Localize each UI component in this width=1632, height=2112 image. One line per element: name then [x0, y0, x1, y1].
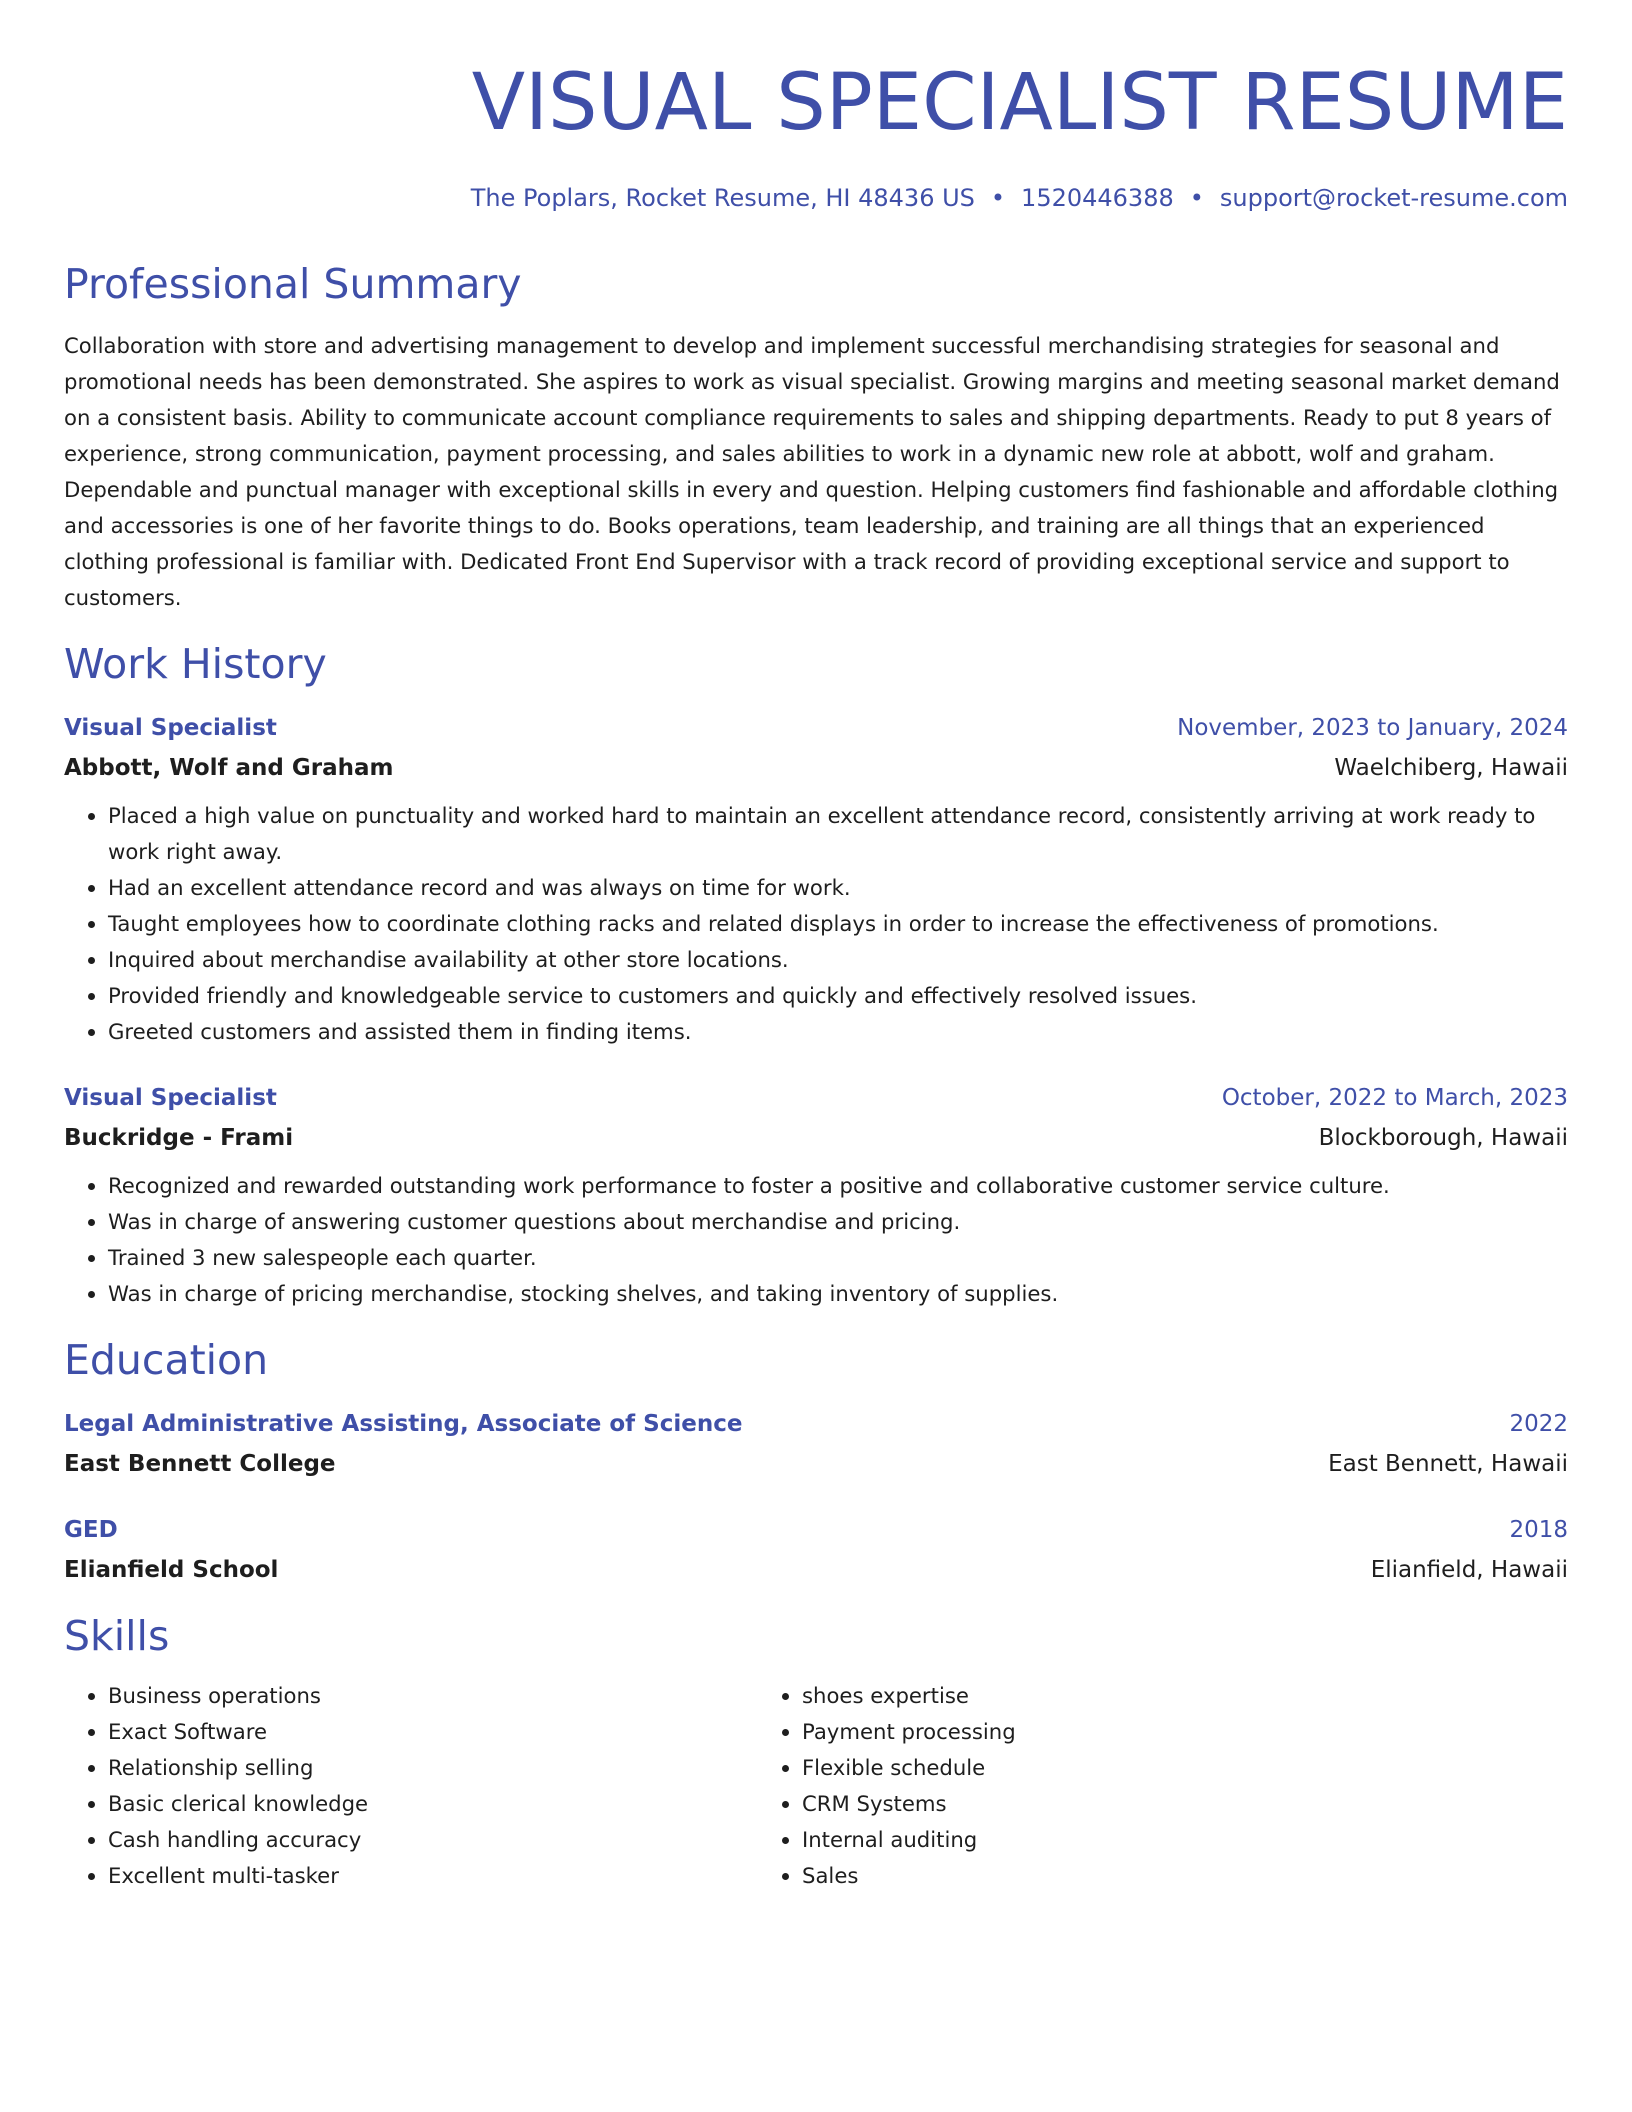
contact-separator: • — [990, 184, 1006, 212]
contact-separator: • — [1189, 184, 1204, 212]
job-company: Buckridge - Frami — [64, 1125, 294, 1151]
education-school: Elianfield School — [64, 1557, 279, 1583]
education-entry — [64, 1512, 1568, 1588]
education-degree: GED — [64, 1517, 118, 1543]
skill-item: • Flexible schedule — [802, 1750, 1452, 1786]
job-bullet: • Greeted customers and assisted them in finding items. — [108, 1014, 1568, 1050]
education-location: Elianfield, Hawaii — [1370, 1557, 1568, 1583]
skill-item: • Internal auditing — [802, 1822, 1452, 1858]
job-entry — [64, 1080, 1568, 1312]
work-history-heading: Work History — [64, 640, 327, 688]
skill-item: • CRM Systems — [802, 1786, 1452, 1822]
job-title: Visual Specialist — [64, 1085, 277, 1111]
job-location: Blockborough, Hawaii — [1318, 1125, 1568, 1151]
work-history-section — [64, 638, 1568, 1312]
job-bullet: • Provided friendly and knowledgeable service to customers and quickly and effectively resolved issues. — [108, 978, 1568, 1014]
contact-email: support@rocket-resume.com — [1219, 184, 1568, 212]
job-company: Abbott, Wolf and Graham — [64, 755, 394, 781]
job-entry — [64, 710, 1568, 1050]
job-bullet: • Trained 3 new salespeople each quarter. — [108, 1240, 1568, 1276]
resume-header — [64, 48, 1568, 212]
skills-list-right — [758, 1678, 1452, 1894]
skill-item: • Relationship selling — [108, 1750, 758, 1786]
job-bullet: • Recognized and rewarded outstanding work performance to foster a positive and collaborative customer service culture. — [108, 1168, 1568, 1204]
skill-item: • Cash handling accuracy — [108, 1822, 758, 1858]
education-section — [64, 1334, 1568, 1588]
education-year: 2018 — [1509, 1517, 1568, 1543]
job-bullet: • Had an excellent attendance record and was always on time for work. — [108, 870, 1568, 906]
skill-item: • Excellent multi-tasker — [108, 1858, 758, 1894]
education-degree: Legal Administrative Assisting, Associate of Science — [64, 1411, 743, 1437]
job-bullet: • Was in charge of pricing merchandise, stocking shelves, and taking inventory of supplies. — [108, 1276, 1568, 1312]
summary-section — [64, 258, 1568, 616]
summary-heading: Professional Summary — [64, 260, 522, 308]
contact-line — [64, 184, 1568, 212]
job-bullet: • Was in charge of answering customer questions about merchandise and pricing. — [108, 1204, 1568, 1240]
job-bullets — [64, 1168, 1568, 1312]
job-title: Visual Specialist — [64, 715, 277, 741]
summary-text: Collaboration with store and advertising management to develop and implement successful merchandising strategies for seasonal and promotional needs has been demonstrated. She aspires to work as visual specialist. Growing margins and meeting seasonal market demand on a consistent basis. Ability to communicate account compliance requirements to sales and shipping departments. Ready to put 8 years of experience, strong communication, payment processing, and sales abilities to work in a dynamic new role at abbott, wolf and graham. Dependable and punctual manager with exceptional skills in every and question. Helping customers find fashionable and affordable clothing and accessories is one of her favorite things to do. Books operations, team leadership, and training are all things that an experienced clothing professional is familiar with. Dedicated Front End Supervisor with a track record of providing exceptional service and support to customers. — [64, 333, 1560, 610]
contact-address: The Poplars, Rocket Resume, HI 48436 US — [470, 184, 975, 212]
skills-list-left — [64, 1678, 758, 1894]
skills-section — [64, 1610, 1568, 1894]
job-bullet: • Placed a high value on punctuality and worked hard to maintain an excellent attendance record, consistently arriving at work ready to work right away. — [108, 798, 1568, 870]
job-bullet: • Taught employees how to coordinate clothing racks and related displays in order to increase the effectiveness of promotions. — [108, 906, 1568, 942]
skill-item: • Basic clerical knowledge — [108, 1786, 758, 1822]
resume-title: VISUAL SPECIALIST RESUME — [471, 58, 1568, 148]
skill-item: • Sales — [802, 1858, 1452, 1894]
education-location: East Bennett, Hawaii — [1328, 1451, 1568, 1477]
skills-columns — [64, 1678, 1568, 1894]
job-dates: November, 2023 to January, 2024 — [1177, 715, 1568, 741]
job-bullets — [64, 798, 1568, 1050]
job-dates: October, 2022 to March, 2023 — [1221, 1085, 1568, 1111]
education-entry — [64, 1406, 1568, 1482]
skill-item: • Exact Software — [108, 1714, 758, 1750]
education-school: East Bennett College — [64, 1451, 336, 1477]
contact-phone: 1520446388 — [1021, 184, 1174, 212]
education-heading: Education — [64, 1336, 269, 1384]
skills-heading: Skills — [64, 1612, 170, 1660]
education-year: 2022 — [1509, 1411, 1568, 1437]
skill-item: • Payment processing — [802, 1714, 1452, 1750]
skill-item: • Business operations — [108, 1678, 758, 1714]
job-bullet: • Inquired about merchandise availability at other store locations. — [108, 942, 1568, 978]
job-location: Waelchiberg, Hawaii — [1334, 755, 1568, 781]
skill-item: • shoes expertise — [802, 1678, 1452, 1714]
